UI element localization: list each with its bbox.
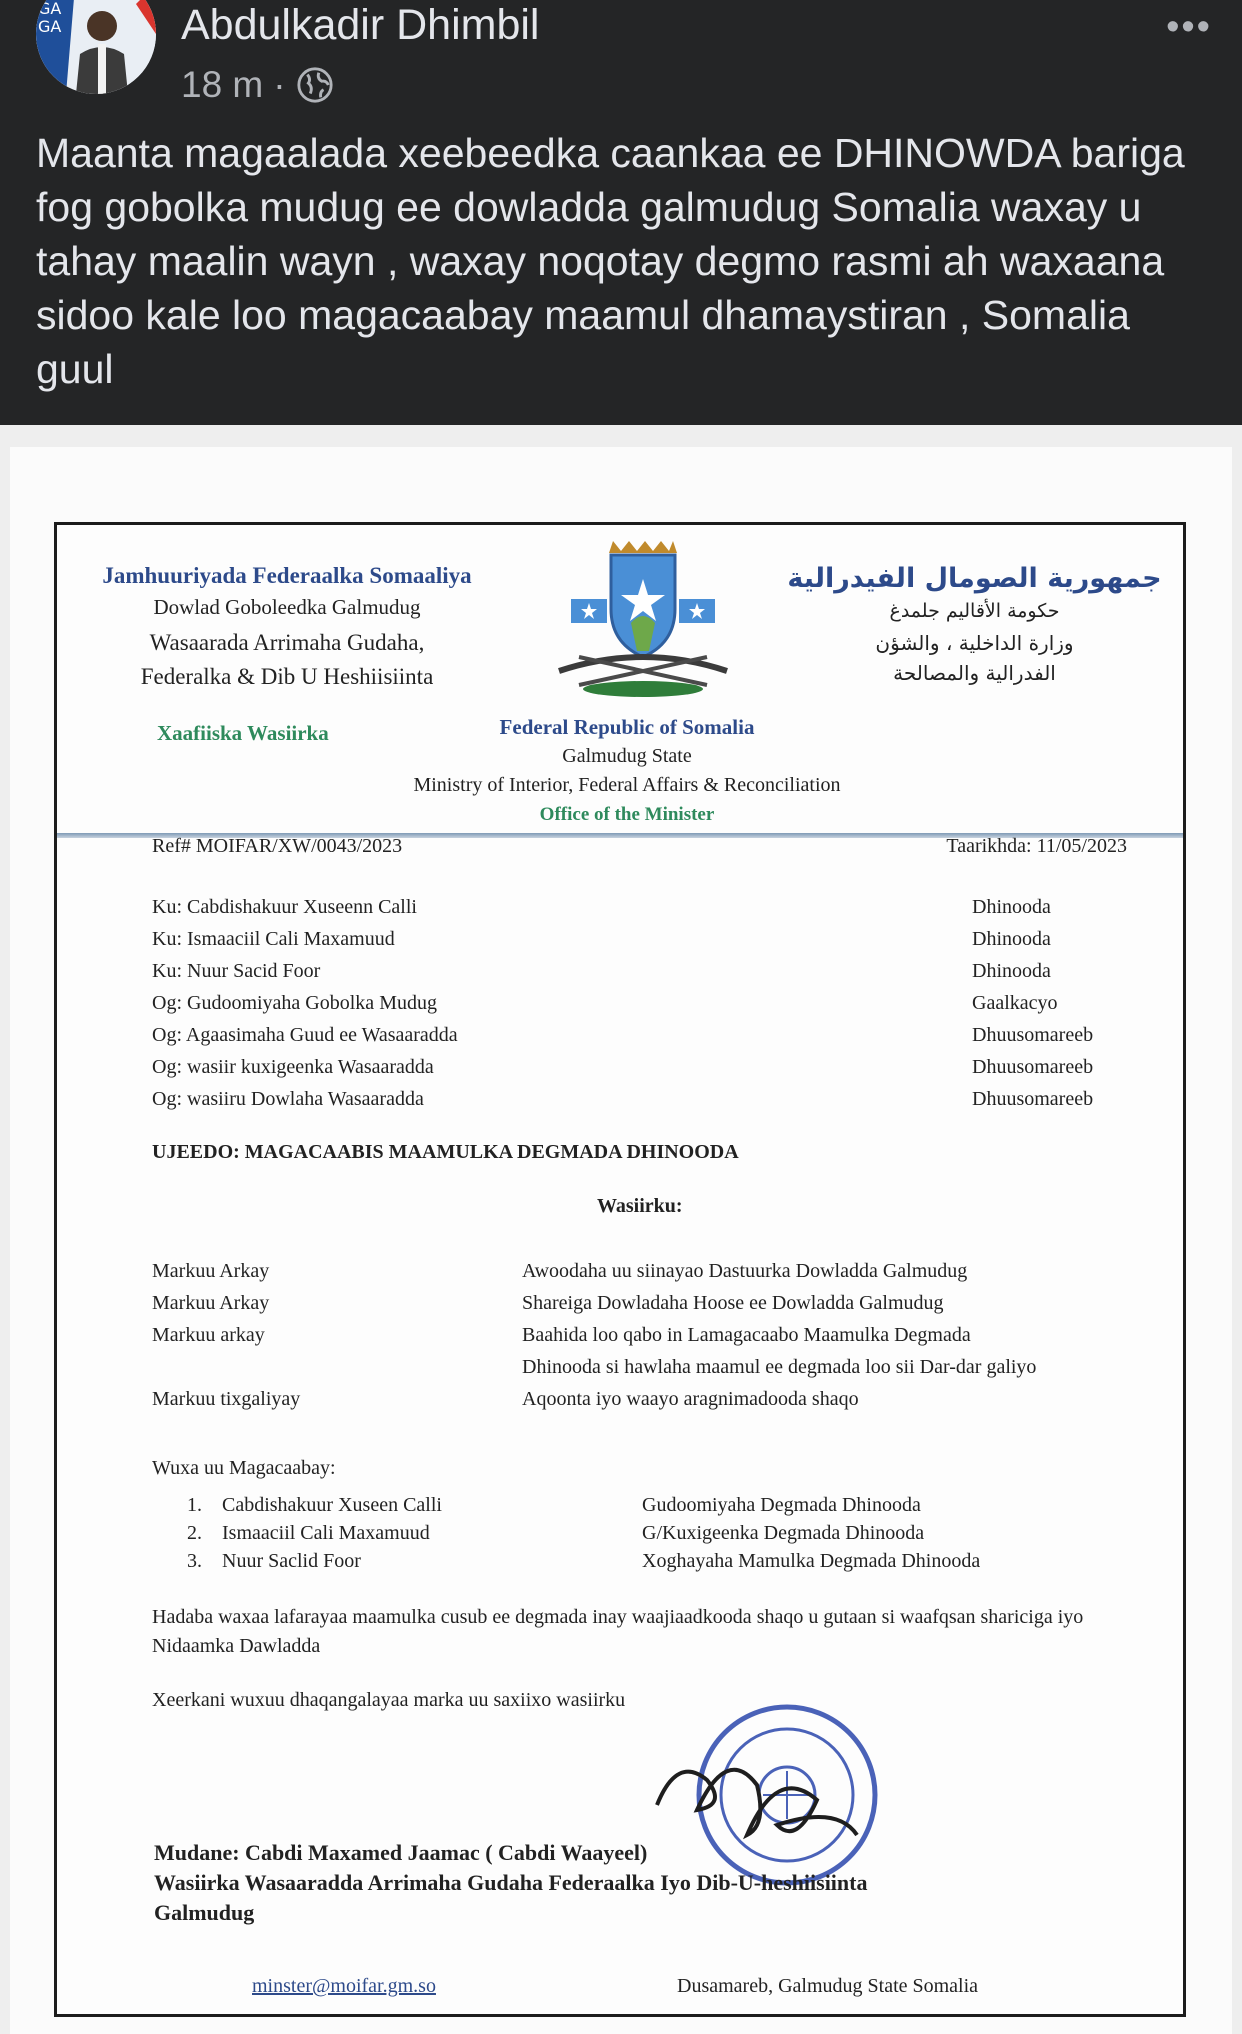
office-label-somali: Xaafiiska Wasiirka <box>157 721 329 745</box>
document-paper <box>10 447 1232 2034</box>
recipient-place: Dhinooda <box>972 896 1051 918</box>
letterhead-center-line1: Federal Republic of Somalia <box>499 715 755 739</box>
recipient-list <box>152 891 1122 1115</box>
recipient-place: Dhuusomareeb <box>972 1056 1094 1078</box>
document-subject: UJEEDO: MAGACAABIS MAAMULKA DEGMADA DHINOODA <box>152 1141 739 1163</box>
reference-number: Ref# MOIFAR/XW/0043/2023 <box>152 835 403 857</box>
signatory-block <box>154 1838 1114 1928</box>
recipient-row <box>152 955 1122 987</box>
appointment-heading: Wuxa uu Magacaabay: <box>152 1457 336 1479</box>
recipient-name: Og: Gudoomiyaha Gobolka Mudug <box>152 992 437 1014</box>
appointee-number: 1. <box>187 1494 202 1516</box>
post-meta <box>181 64 334 106</box>
recipient-place: Gaalkacyo <box>972 992 1058 1014</box>
letterhead-center-line3: Ministry of Interior, Federal Affairs & Reconciliation <box>413 774 841 796</box>
document-frame <box>54 522 1186 2017</box>
consideration-row <box>152 1287 1162 1319</box>
recipient-place: Dhinooda <box>972 928 1051 950</box>
meta-separator: · <box>273 64 286 105</box>
consideration-label <box>152 1351 522 1383</box>
effect-statement: Xeerkani wuxuu dhaqangalayaa marka uu saxiixo wasiirku <box>152 1689 626 1711</box>
minister-heading: Wasiirku: <box>597 1195 683 1217</box>
consideration-row <box>152 1351 1162 1383</box>
letterhead-left-line3: Wasaarada Arrimaha Gudaha, <box>149 630 425 655</box>
appointee-row <box>187 1491 1067 1519</box>
consideration-text: Awoodaha uu siinayao Dastuurka Dowladda Galmudug <box>522 1260 968 1282</box>
footer-email: minster@moifar.gm.so <box>252 1975 436 1997</box>
appointee-name: Cabdishakuur Xuseen Calli <box>222 1494 442 1516</box>
recipient-place: Dhuusomareeb <box>972 1024 1094 1046</box>
recipient-row <box>152 1019 1122 1051</box>
letterhead-left-line4: Federalka & Dib U Heshiisiinta <box>140 664 434 689</box>
recipient-row <box>152 1083 1122 1115</box>
consideration-label: Markuu arkay <box>152 1324 265 1346</box>
consideration-label: Markuu tixgaliyay <box>152 1388 301 1410</box>
consideration-row <box>152 1255 1162 1287</box>
recipient-name: Og: wasiiru Dowlaha Wasaaradda <box>152 1088 424 1110</box>
consideration-row <box>152 1383 1162 1415</box>
appointee-role: Xoghayaha Mamulka Degmada Dhinooda <box>642 1550 981 1572</box>
recipient-place: Dhinooda <box>972 960 1051 982</box>
letterhead-right-line3: وزارة الداخلية ، والشؤن <box>875 631 1074 655</box>
consideration-text: Aqoonta iyo waayo aragnimadooda shaqo <box>522 1388 859 1410</box>
consideration-label: Markuu Arkay <box>152 1292 270 1314</box>
post-text: Maanta magaalada xeebeedka caankaa ee DHINOWDA bariga fog gobolka mudug ee dowladda galmudug Somalia waxay u tahay maalin wayn , waxay noqotay degmo rasmi ah waxaana sidoo kale loo magacaabay maamul dhamaystiran , Somalia guul <box>36 130 1185 392</box>
consideration-label: Markuu Arkay <box>152 1260 270 1282</box>
signatory-name: Mudane: Cabdi Maxamed Jaamac ( Cabdi Waayeel) <box>154 1840 648 1865</box>
more-dots-icon[interactable]: ••• <box>1166 6 1212 48</box>
considerations-list <box>152 1255 1162 1415</box>
appointee-name: Ismaaciil Cali Maxamuud <box>222 1522 430 1544</box>
appointee-row <box>187 1547 1067 1575</box>
consideration-text: Shareiga Dowladaha Hoose ee Dowladda Galmudug <box>522 1292 944 1314</box>
post-header <box>0 0 1242 425</box>
recipient-row <box>152 923 1122 955</box>
recipient-row <box>152 891 1122 923</box>
instruction-paragraph: Hadaba waxaa lafarayaa maamulka cusub ee degmada inay waajiaadkooda shaqo u gutaan si waafqsan shariciga iyo Nidaamka Dawladda <box>152 1606 1084 1657</box>
appointee-list <box>187 1491 1067 1575</box>
recipient-place: Dhuusomareeb <box>972 1088 1094 1110</box>
signatory-title: Wasiirka Wasaaradda Arrimaha Gudaha Federaalka Iyo Dib-U-heshiisiinta <box>154 1870 868 1895</box>
recipient-name: Ku: Ismaaciil Cali Maxamuud <box>152 928 395 950</box>
appointee-name: Nuur Saclid Foor <box>222 1550 361 1572</box>
globe-icon[interactable] <box>296 66 334 104</box>
recipient-name: Ku: Cabdishakuur Xuseenn Calli <box>152 896 417 918</box>
letterhead-center-line2: Galmudug State <box>562 745 692 767</box>
recipient-row <box>152 1051 1122 1083</box>
appointee-role: G/Kuxigeenka Degmada Dhinooda <box>642 1522 925 1544</box>
recipient-row <box>152 987 1122 1019</box>
avatar-text: GA <box>38 0 62 18</box>
appointee-role: Gudoomiyaha Degmada Dhinooda <box>642 1494 921 1516</box>
post-image[interactable] <box>0 425 1242 2034</box>
consideration-text: Dhinooda si hawlaha maamul ee degmada loo sii Dar-dar galiyo <box>522 1356 1037 1378</box>
consideration-row <box>152 1319 1162 1351</box>
recipient-name: Og: Agaasimaha Guud ee Wasaaradda <box>152 1024 458 1046</box>
recipient-name: Og: wasiir kuxigeenka Wasaaradda <box>152 1056 434 1078</box>
recipient-name: Ku: Nuur Sacid Foor <box>152 960 321 982</box>
post-time[interactable]: 18 m <box>181 64 264 105</box>
avatar[interactable] <box>36 0 156 94</box>
consideration-text: Baahida loo qabo in Lamagacaabo Maamulka Degmada <box>522 1324 971 1346</box>
letterhead-right-line4: الفدرالية والمصالحة <box>893 661 1056 685</box>
signatory-state: Galmudug <box>154 1900 255 1925</box>
appointee-number: 2. <box>187 1522 202 1544</box>
footer-address: Dusamareb, Galmudug State Somalia <box>677 1975 979 1997</box>
letterhead-center-line4: Office of the Minister <box>539 804 715 825</box>
document-date: Taarikhda: 11/05/2023 <box>946 835 1127 857</box>
letterhead-left <box>87 563 487 694</box>
signature-scribble <box>657 1770 857 1835</box>
appointee-row <box>187 1519 1067 1547</box>
letterhead-center <box>297 713 957 829</box>
appointee-number: 3. <box>187 1550 202 1572</box>
avatar-photo <box>36 0 156 94</box>
coat-of-arms-emblem <box>549 539 733 705</box>
letterhead-left-line2: Dowlad Goboleedka Galmudug <box>153 595 421 619</box>
letterhead-right-arabic <box>787 563 1162 688</box>
svg-text:GA: GA <box>38 17 62 36</box>
author-name[interactable]: Abdulkadir Dhimbil <box>181 1 540 49</box>
letterhead-right-line1: جمهورية الصومال الفيدرالية <box>787 563 1162 594</box>
letterhead-left-line1: Jamhuuriyada Federaalka Somaaliya <box>102 563 472 588</box>
letterhead-right-line2: حكومة الأقاليم جلمدغ <box>889 600 1060 622</box>
